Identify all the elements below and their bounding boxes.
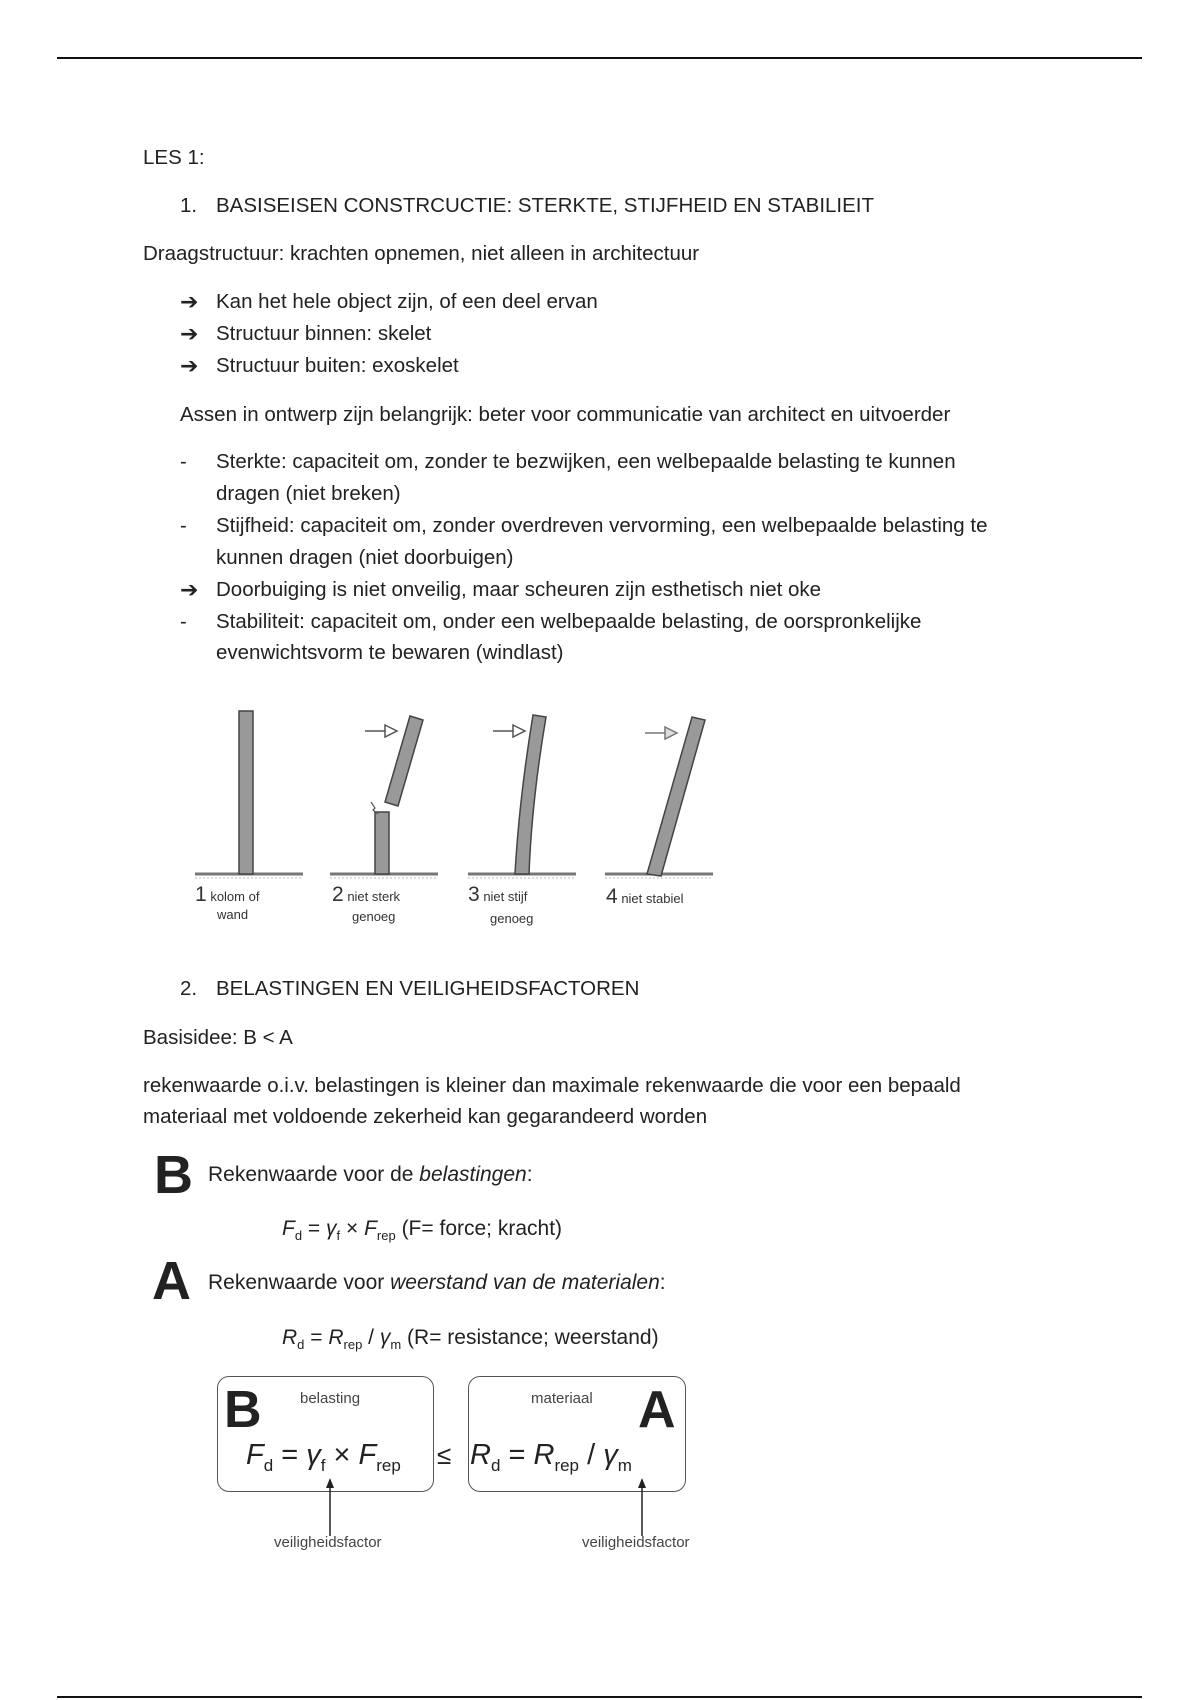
box-letter-A: A <box>638 1381 676 1439</box>
column-4 <box>647 717 705 876</box>
wind-arrow-icon <box>645 727 677 739</box>
column-2-base <box>375 812 389 874</box>
stijfheid-line-1: Stijfheid: capaciteit om, zonder overdreven vervorming, een welbepaalde belasting te <box>216 514 988 537</box>
arrow-icon: ➔ <box>180 289 199 314</box>
pointer-arrow-1 <box>320 1476 340 1536</box>
wind-arrow-icon <box>365 725 397 737</box>
basisidee-line: Basisidee: B < A <box>143 1026 293 1049</box>
leq-symbol: ≤ <box>437 1440 452 1470</box>
arrow-item-1: Kan het hele object zijn, of een deel ervan <box>216 290 598 313</box>
safety-factor-label-2: veiligheidsfactor <box>582 1534 690 1551</box>
sterkte-line-1: Sterkte: capaciteit om, zonder te bezwijken, een welbepaalde belasting te kunnen <box>216 450 956 473</box>
caption-1: 1 kolom of <box>195 883 260 906</box>
big-letter-A: A <box>152 1251 191 1311</box>
box-letter-B: B <box>224 1381 262 1439</box>
arrow-icon: ➔ <box>180 321 199 346</box>
doorbuiging-line: Doorbuiging is niet onveilig, maar scheuren zijn esthetisch niet oke <box>216 578 822 601</box>
materiaal-label: materiaal <box>531 1390 593 1407</box>
rekenwaarde-line-1: rekenwaarde o.i.v. belastingen is kleiner dan maximale rekenwaarde die voor een bepaald <box>143 1074 961 1097</box>
column-1 <box>239 711 253 874</box>
formula-Fd: $F_d = \gamma_f \times F_{rep}$ (F= force; kracht) <box>282 1217 563 1244</box>
caption-1-line2: wand <box>217 907 249 922</box>
caption-2-line2: genoeg <box>352 909 396 924</box>
sterkte-line-2: dragen (niet breken) <box>216 482 401 505</box>
caption-3-line2: genoeg <box>490 911 534 926</box>
arrow-item-2: Structuur binnen: skelet <box>216 322 432 345</box>
A-description: Rekenwaarde voor weerstand van de materialen: <box>208 1271 666 1294</box>
lesson-label: LES 1: <box>143 146 205 169</box>
caption-4: 4 niet stabiel <box>606 885 684 908</box>
bottom-rule <box>57 1696 1142 1698</box>
arrow-item-3: Structuur buiten: exoskelet <box>216 354 459 377</box>
B-description: Rekenwaarde voor de belastingen: <box>208 1163 533 1186</box>
section2-number: 2. <box>180 977 198 1000</box>
rekenwaarde-line-2: materiaal met voldoende zekerheid kan gegarandeerd worden <box>143 1105 708 1128</box>
dash-bullet: - <box>180 451 187 473</box>
stijfheid-line-2: kunnen dragen (niet doorbuigen) <box>216 546 514 569</box>
dash-bullet: - <box>180 515 187 537</box>
top-rule <box>57 57 1142 59</box>
big-letter-B: B <box>154 1145 193 1205</box>
section1-title: BASISEISEN CONSTRCUCTIE: STERKTE, STIJFHEID EN STABILIEIT <box>216 194 875 217</box>
section2-title: BELASTINGEN EN VEILIGHEIDSFACTOREN <box>216 977 640 1000</box>
belasting-label: belasting <box>300 1390 361 1407</box>
column-3 <box>515 715 546 874</box>
section1-number: 1. <box>180 194 198 217</box>
safety-factor-label-1: veiligheidsfactor <box>274 1534 382 1551</box>
caption-2: 2 niet sterk <box>332 883 401 906</box>
pointer-arrow-2 <box>632 1476 652 1536</box>
assen-line: Assen in ontwerp zijn belangrijk: beter voor communicatie van architect en uitvoerder <box>180 403 951 426</box>
formula-Rd: $R_d = R_{rep} / \gamma_m$ (R= resistance; weerstand) <box>282 1326 659 1353</box>
arrow-icon: ➔ <box>180 577 199 602</box>
caption-3: 3 niet stijf <box>468 883 528 906</box>
box-formula-B: $F_d = \gamma_f \times F_{rep}$ <box>246 1439 401 1475</box>
stabiliteit-line-1: Stabiliteit: capaciteit om, onder een welbepaalde belasting, de oorspronkelijke <box>216 610 922 633</box>
wind-arrow-icon <box>493 725 525 737</box>
box-formula-A: $R_d = R_{rep} / \gamma_m$ <box>470 1439 632 1475</box>
draagstructuur-line: Draagstructuur: krachten opnemen, niet alleen in architectuur <box>143 242 700 265</box>
stabiliteit-line-2: evenwichtsvorm te bewaren (windlast) <box>216 641 564 664</box>
arrow-icon: ➔ <box>180 353 199 378</box>
dash-bullet: - <box>180 611 187 633</box>
